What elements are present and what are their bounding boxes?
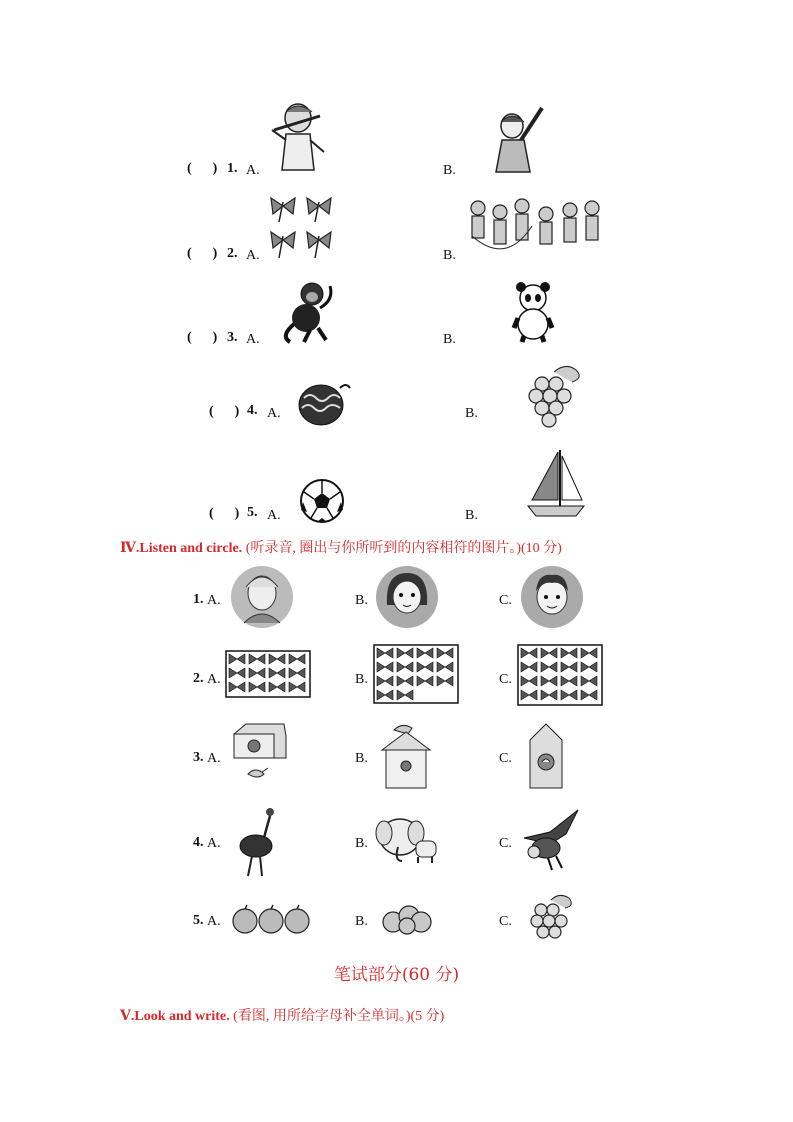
option-c-label: C. xyxy=(499,672,512,687)
option-b-label: B. xyxy=(355,751,368,766)
option-c-label: C. xyxy=(499,751,512,766)
oranges-icon[interactable] xyxy=(381,904,433,934)
option-a-label: A. xyxy=(246,332,260,347)
option-a-label: A. xyxy=(246,163,260,178)
birdhouse-with-bird-below-icon[interactable] xyxy=(230,722,290,792)
group-of-children-icon[interactable] xyxy=(466,196,604,262)
eagle-icon[interactable] xyxy=(520,808,582,874)
item-number: 1. xyxy=(227,161,238,176)
option-a-label: A. xyxy=(207,914,221,929)
birdhouse-with-bird-inside-icon[interactable] xyxy=(528,722,564,792)
grapes-icon[interactable] xyxy=(526,362,588,428)
option-b-label: B. xyxy=(443,163,456,178)
option-b-label: B. xyxy=(355,836,368,851)
ostrich-icon[interactable] xyxy=(236,806,280,878)
14-butterflies-icon[interactable] xyxy=(373,644,459,704)
option-b-label: B. xyxy=(355,672,368,687)
written-part-heading: 笔试部分(60 分) xyxy=(333,965,460,985)
item-number: 5. xyxy=(193,913,204,928)
answer-paren[interactable]: ( ) xyxy=(187,330,218,345)
option-c-label: C. xyxy=(499,836,512,851)
option-a-label: A. xyxy=(207,593,221,608)
section-4-title xyxy=(120,537,562,557)
grandma-face-icon[interactable] xyxy=(230,565,294,629)
option-b-label: B. xyxy=(443,332,456,347)
section-5-title xyxy=(120,1005,444,1025)
item-number: 4. xyxy=(247,403,258,418)
option-a-label: A. xyxy=(207,751,221,766)
option-a-label: A. xyxy=(207,672,221,687)
item-number: 4. xyxy=(193,835,204,850)
football-icon[interactable] xyxy=(299,478,345,524)
option-b-label: B. xyxy=(355,593,368,608)
option-a-label: A. xyxy=(207,836,221,851)
sailboat-icon[interactable] xyxy=(526,446,586,522)
answer-paren[interactable]: ( ) xyxy=(209,506,240,521)
option-a-label: A. xyxy=(246,248,260,263)
option-c-label: C. xyxy=(499,593,512,608)
birdhouse-with-bird-on-top-icon[interactable] xyxy=(378,720,434,792)
answer-paren[interactable]: ( ) xyxy=(187,246,218,261)
option-c-label: C. xyxy=(499,914,512,929)
watermelon-icon[interactable] xyxy=(296,380,354,428)
item-number: 2. xyxy=(227,246,238,261)
option-b-label: B. xyxy=(465,406,478,421)
item-number: 2. xyxy=(193,671,204,686)
monkey-icon[interactable] xyxy=(276,280,336,344)
answer-paren[interactable]: ( ) xyxy=(187,161,218,176)
16-butterflies-icon[interactable] xyxy=(517,644,603,706)
option-a-label: A. xyxy=(267,508,281,523)
four-butterflies-icon[interactable] xyxy=(265,192,337,262)
boy-face-icon[interactable] xyxy=(520,565,584,629)
elephant-icon[interactable] xyxy=(376,813,440,865)
item-number: 3. xyxy=(193,750,204,765)
item-number: 3. xyxy=(227,330,238,345)
option-a-label: A. xyxy=(267,406,281,421)
option-b-label: B. xyxy=(465,508,478,523)
boy-playing-flute-icon[interactable] xyxy=(268,100,330,176)
grapes-icon[interactable] xyxy=(529,892,577,944)
answer-paren[interactable]: ( ) xyxy=(209,404,240,419)
section-5-title-cn: (看图, 用所给字母补全单词。)(5 分) xyxy=(229,1009,445,1024)
item-number: 5. xyxy=(247,505,258,520)
item-number: 1. xyxy=(193,592,204,607)
option-b-label: B. xyxy=(355,914,368,929)
section-4-title-cn: (听录音, 圈出与你所听到的内容相符的图片。)(10 分) xyxy=(242,541,562,556)
three-apples-icon[interactable] xyxy=(231,903,313,935)
panda-icon[interactable] xyxy=(510,282,556,342)
girl-face-icon[interactable] xyxy=(375,565,439,629)
option-b-label: B. xyxy=(443,248,456,263)
12-butterflies-icon[interactable] xyxy=(225,650,311,698)
girl-playing-pipa-icon[interactable] xyxy=(490,106,546,174)
section-4-title-en: Ⅳ.Listen and circle. xyxy=(120,541,243,556)
section-5-title-en: Ⅴ.Look and write. xyxy=(120,1009,230,1024)
